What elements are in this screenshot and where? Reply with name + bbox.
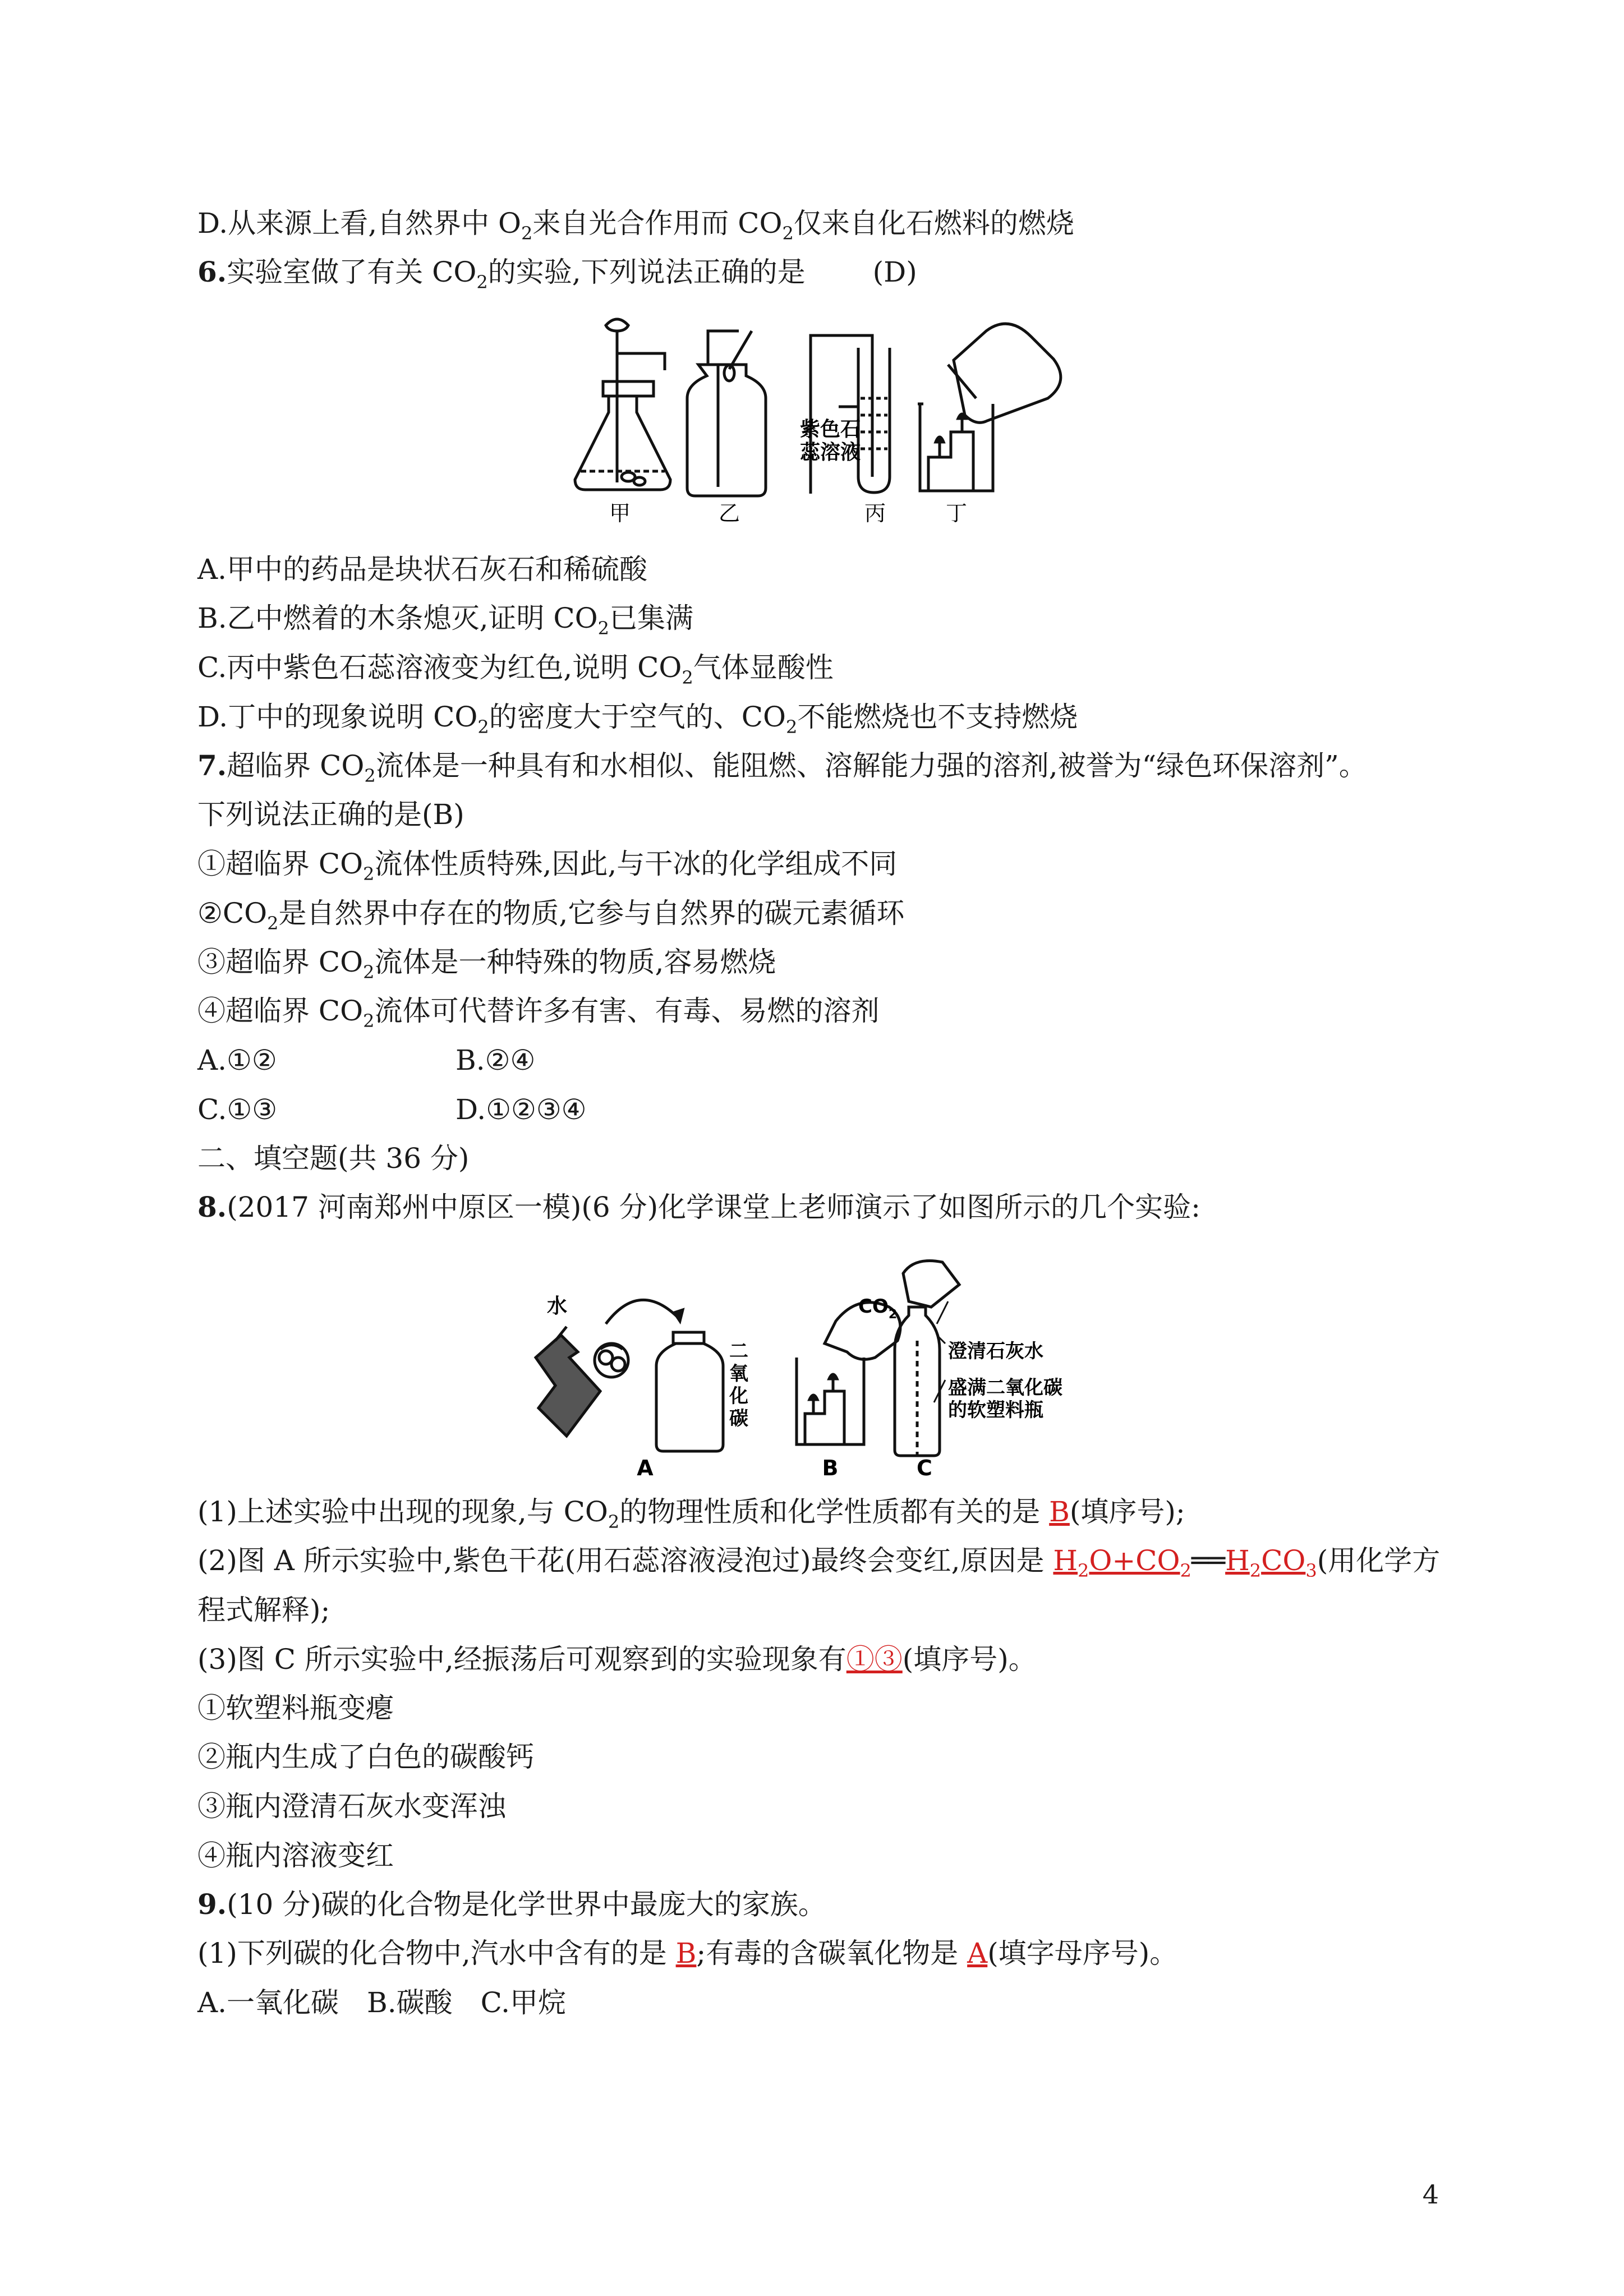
bottle-label-1: 盛满二氧化碳 xyxy=(948,1377,1062,1399)
q8-part-2: (2)图 A 所示实验中,紫色干花(用石蕊溶液浸泡过)最终会变红,原因是 $H_2O+CO_2══H_2CO_3$(用化学方 xyxy=(197,1544,1441,1581)
gas-bottle-yi xyxy=(687,331,766,496)
water-label: 水 xyxy=(547,1295,568,1318)
beaker-b xyxy=(797,1303,900,1444)
co2-vertical-4: 碳 xyxy=(729,1407,748,1430)
q5-option-d: D.从来源上看,自然界中 $O_2$来自光合作用而 $CO_2$仅来自化石燃料的燃烧 xyxy=(197,207,1074,244)
q6-option-c: C.丙中紫色石蕊溶液变为红色,说明 $CO_2$气体显酸性 xyxy=(197,651,834,688)
label-b: B xyxy=(822,1456,839,1480)
q8-part-3: (3)图 C 所示实验中,经振荡后可观察到的实验现象有①③(填序号)。 xyxy=(197,1643,1037,1676)
q8-equation: $H_2O+CO_2$ xyxy=(1053,1544,1191,1581)
co2-vertical-3: 化 xyxy=(729,1385,748,1407)
q8-stem: 8.(2017 河南郑州中原区一模)(6 分)化学课堂上老师演示了如图所示的几个实验: xyxy=(197,1190,1200,1223)
q7-stem-cont: 下列说法正确的是(B) xyxy=(197,798,464,831)
label-yi: 乙 xyxy=(718,501,740,526)
q7-statement-1: ①超临界 $CO_2$流体性质特殊,因此,与干冰的化学组成不同 xyxy=(197,848,898,885)
page-number: 4 xyxy=(1422,2179,1439,2210)
co2-bottle-label: $CO_2$ xyxy=(858,1295,898,1322)
beaker-ding xyxy=(918,324,1061,491)
q6-option-a: A.甲中的药品是块状石灰石和稀硫酸 xyxy=(197,553,648,586)
co2-bottle-a xyxy=(656,1332,723,1451)
test-tube-bing xyxy=(811,335,890,494)
q7-statement-2: $②CO_2$是自然界中存在的物质,它参与自然界的碳元素循环 xyxy=(197,897,905,934)
q7-option-b: B.②④ xyxy=(456,1044,536,1076)
q8-part-1: (1)上述实验中出现的现象,与 $CO_2$的物理性质和化学性质都有关的是 B(填序号); xyxy=(197,1496,1185,1533)
q8-statement-4: ④瓶内溶液变红 xyxy=(197,1839,394,1872)
litmus-label-1: 紫色石 xyxy=(799,418,861,441)
spray-bottle xyxy=(536,1327,600,1436)
label-c: C xyxy=(917,1456,932,1480)
section-heading: 二、填空题(共 36 分) xyxy=(197,1142,470,1175)
litmus-label-2: 蕊溶液 xyxy=(799,441,861,464)
co2-vertical-1: 二 xyxy=(729,1340,748,1363)
q9-options: A.一氧化碳 B.碳酸 C.甲烷 xyxy=(197,1986,567,2019)
q8-statement-1: ①软塑料瓶变瘪 xyxy=(197,1692,394,1724)
label-bing: 丙 xyxy=(864,501,886,526)
flask-jia xyxy=(575,319,670,490)
q6-stem: 6.实验室做了有关 $CO_2$的实验,下列说法正确的是 (D) xyxy=(197,255,917,293)
q7-option-c: C.①③ xyxy=(197,1093,278,1126)
q7-option-d: D.①②③④ xyxy=(456,1093,587,1126)
q6-option-d: D.丁中的现象说明 $CO_2$的密度大于空气的、$CO_2$不能燃烧也不支持燃烧 xyxy=(197,701,1078,738)
q6-apparatus-figure xyxy=(561,309,1088,533)
q7-option-a: A.①② xyxy=(197,1044,277,1076)
q7-stem: 7.超临界 $CO_2$流体是一种具有和水相似、能阻燃、溶解能力强的溶剂,被誉为“绿色环保溶剂”。 xyxy=(197,749,1367,786)
q8-part-2-cont: 程式解释); xyxy=(197,1594,330,1626)
label-jia: 甲 xyxy=(609,501,631,526)
q7-statement-3: ③超临界 $CO_2$流体是一种特殊的物质,容易燃烧 xyxy=(197,946,776,983)
dried-flower xyxy=(595,1343,628,1377)
label-ding: 丁 xyxy=(945,501,968,526)
q9-stem: 9.(10 分)碳的化合物是化学世界中最庞大的家族。 xyxy=(197,1888,826,1921)
co2-vertical-2: 氧 xyxy=(729,1363,748,1385)
q7-statement-4: ④超临界 $CO_2$流体可代替许多有害、有毒、易燃的溶剂 xyxy=(197,995,880,1032)
q9-part-1: (1)下列碳的化合物中,汽水中含有的是 B;有毒的含碳氧化物是 A(填字母序号)。 xyxy=(197,1937,1178,1970)
limewater-label: 澄清石灰水 xyxy=(948,1340,1043,1363)
label-a: A xyxy=(637,1456,654,1480)
q8-statement-2: ②瓶内生成了白色的碳酸钙 xyxy=(197,1741,534,1773)
bottle-label-2: 的软塑料瓶 xyxy=(948,1399,1043,1421)
q8-statement-3: ③瓶内澄清石灰水变浑浊 xyxy=(197,1790,506,1823)
q6-option-b: B.乙中燃着的木条熄灭,证明 $CO_2$已集满 xyxy=(197,602,694,639)
q8-experiment-figure xyxy=(522,1245,1116,1481)
